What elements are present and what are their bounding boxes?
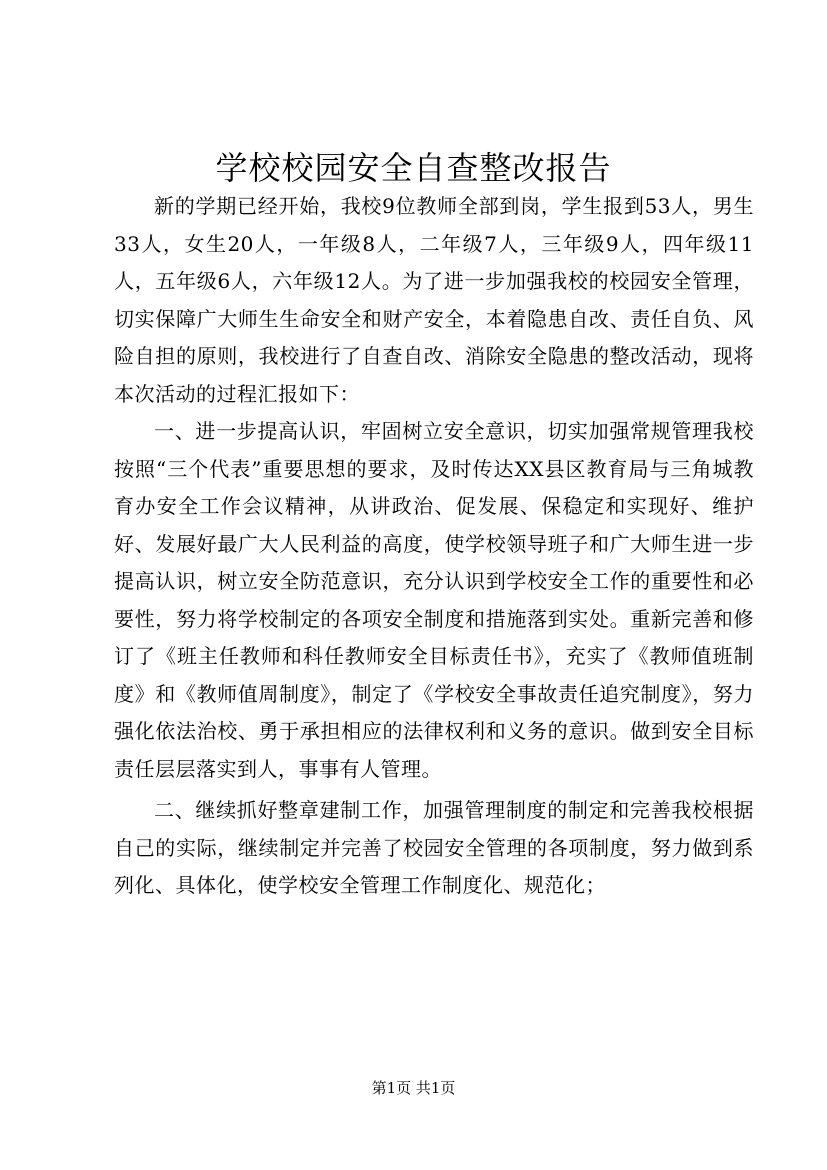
- paragraph-section-two: 二、继续抓好整章建制工作，加强管理制度的制定和完善我校根据自己的实际，继续制定并完善了校园安全管理的各项制度，努力做到系列化、具体化，使学校安全管理工作制度化、规范化；: [114, 798, 754, 897]
- paragraph-intro: 新的学期已经开始，我校9位教师全部到岗，学生报到53人，男生33人，女生20人，一年级8人，二年级7人，三年级9人，四年级11人，五年级6人，六年级12人。为了进一步加强我校的校园安全管理，切实保障广大师生生命安全和财产安全，本着隐患自改、责任自负、风险自担的原则，我校进行了自查自改、消除安全隐患的整改活动，现将本次活动的过程汇报如下：: [114, 194, 754, 406]
- page-number-footer: 第1页 共1页: [371, 1079, 456, 1097]
- paragraph-section-one: 一、进一步提高认识，牢固树立安全意识，切实加强常规管理我校按照“三个代表”重要思想的要求，及时传达XX县区教育局与三角城教育办安全工作会议精神，从讲政治、促发展、保稳定和实现好、维护好、发展好最广大人民利益的高度，使学校领导班子和广大师生进一步提高认识，树立安全防范意识，充分认识到学校安全工作的重要性和必要性，努力将学校制定的各项安全制度和措施落到实处。重新完善和修订了《班主任教师和科任教师安全目标责任书》，充实了《教师值班制度》和《教师值周制度》，制定了《学校安全事故责任追究制度》，努力强化依法治校、勇于承担相应的法律权利和义务的意识。做到安全目标责任层层落实到人，事事有人管理。: [114, 419, 754, 781]
- document-body: [114, 188, 754, 905]
- document-title: 学校校园安全自查整改报告: [215, 149, 612, 187]
